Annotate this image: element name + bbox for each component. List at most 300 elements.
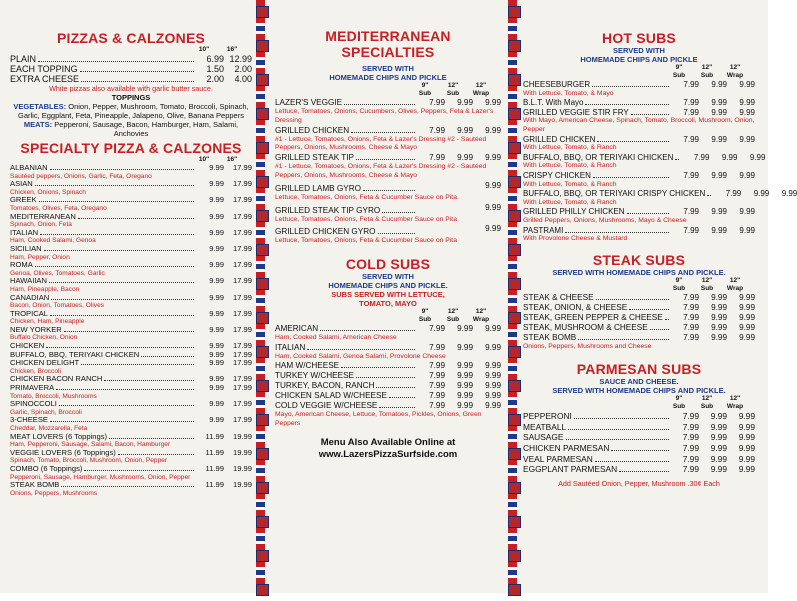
item-price: 9.99 [711,302,727,312]
item-price: 9.99 [457,391,473,401]
item-price: 9.99 [457,381,473,391]
item-prices [417,401,501,411]
size-9-label: Sub [672,72,686,79]
item-name: CHEESEBURGER [523,80,591,89]
toppings-title: TOPPINGS [111,93,151,102]
flag-icon [256,380,269,392]
size-9 [665,277,693,293]
dot-leader [566,439,670,440]
item-price: 9.99 [738,453,755,464]
meats-label: MEATS: [23,120,53,129]
item-name: HAM W/CHEESE [275,361,340,371]
item-price: 9.99 [738,421,755,432]
size-12w [467,308,495,324]
item-description: #1 - Lettuce, Tomatoes, Onions, Feta & Lazer's Dressing #2 - Sautéed Peppers, Onions, Mushrooms, Cheese & Mayo [275,135,487,152]
item-price: 17.99 [232,341,252,351]
dot-leader [629,309,669,310]
item-description: Buffalo Chicken, Onion [10,334,78,342]
med-title-1: MEDITERRANEAN [325,28,451,44]
item-price: 17.99 [232,308,252,318]
specialty-list [10,164,252,497]
item-price: 9.99 [209,324,224,334]
menu-item [10,229,252,238]
item-prices [713,189,797,199]
size-12: 12" Sub [446,82,460,97]
item-name: BUFFALO, BBQ, OR TERIYAKI CHICKEN [523,152,674,162]
steak-sub: SERVED WITH HOMEMADE CHIPS AND PICKLE. [552,267,726,277]
item-prices [671,293,755,303]
item-price [445,224,473,234]
item-name: CRISPY CHICKEN [523,170,591,180]
dot-leader [84,470,194,471]
item-price: 9.99 [457,401,473,411]
column-pizza [10,30,252,601]
item-name: GRILLED CHICKEN GYRO [275,227,376,237]
menu-item [523,80,755,90]
item-price: 17.99 [232,243,252,253]
item-description: Garlic, Spinach, Broccoli [10,408,82,416]
item-name: ASIAN [10,179,33,189]
item-name: LAZER'S VEGGIE [275,98,343,107]
item-price: 17.99 [232,260,252,270]
item-prices [671,207,755,217]
size-9-label: Sub [418,316,432,324]
item-name: GRILLED VEGGIE STIR FRY [523,107,629,117]
item-price: 9.99 [711,332,727,342]
size-12-label: Sub [700,403,714,411]
dot-leader [356,377,415,378]
menu-item [10,164,252,173]
dot-leader [595,461,669,462]
dot-leader [51,299,194,300]
item-name: HAWAIIAN [10,276,47,286]
item-price: 7.99 [683,207,699,217]
item-price: 9.99 [485,125,501,135]
item-price: 9.99 [711,312,727,322]
size-12w [721,395,749,411]
item-prices [417,381,501,391]
item-price: 9.99 [485,224,501,234]
item-description: Chicken, Onions, Spinach [10,188,86,196]
item-name: TROPICAL [10,308,48,318]
item-prices [417,181,501,191]
menu-item [275,324,501,334]
item-name: PLAIN [10,54,37,64]
item-price: 9.99 [739,322,755,332]
item-price: 9.99 [739,225,755,235]
dot-leader [64,331,194,332]
item-name: ITALIAN [10,227,39,237]
item-price: 9.99 [738,443,755,454]
item-price: 9.99 [209,211,224,221]
item-name: VEGGIE LOVERS (6 Toppings) [10,447,116,457]
flag-icon [508,74,521,86]
item-description: Onions, Peppers, Mushrooms [10,489,98,497]
size-12w-label: Wrap [472,316,490,324]
online-line-2[interactable]: www.LazersPizzaSurfside.com [318,448,458,460]
dot-leader [38,61,194,62]
flag-icon [256,40,269,52]
menu-item [275,224,501,237]
item-price: 9.99 [485,98,501,107]
menu-item [275,361,501,371]
item-price: 2.00 [234,64,252,74]
item-name: GRILLED CHICKEN [275,125,350,135]
item-price: 7.99 [682,411,699,422]
menu-item [523,152,766,163]
pizza-list [10,54,252,84]
item-prices [671,454,755,465]
dot-leader [35,266,194,267]
item-price: 17.99 [232,415,252,425]
menu-item [275,203,501,216]
item-prices [196,416,252,425]
menu-item [10,54,252,64]
flag-icon [256,176,269,188]
flag-icon [508,176,521,188]
size-9 [665,64,693,80]
item-price: 7.99 [682,464,699,475]
flag-icon [256,346,269,358]
item-price: 9.99 [721,152,738,162]
item-price: 17.99 [232,399,252,409]
item-price: 9.99 [457,371,473,381]
item-price: 17.99 [232,383,252,393]
med-sub-2: HOMEMADE CHIPS AND PICKLE [329,73,447,82]
dot-leader [320,330,415,331]
item-prices [196,54,252,64]
item-price [417,203,445,213]
item-prices [196,64,252,74]
item-price: 7.99 [725,189,742,199]
item-price: 9.99 [209,179,224,189]
item-name: 3-CHEESE [10,415,48,425]
item-description: With Lettuce, Tomato, & Mayo [523,89,614,97]
steak-desc: Onions, Peppers, Mushrooms and Cheese [523,342,652,350]
item-price: 9.99 [209,341,224,351]
flag-icon [256,210,269,222]
dot-leader [50,169,194,170]
dot-leader [379,407,415,408]
item-price: 9.99 [739,134,755,144]
item-prices [417,224,501,234]
item-price: 9.99 [209,276,224,286]
med-sub-1: SERVED WITH [362,64,414,73]
flag-icon [508,108,521,120]
size-9-label: Sub [672,284,686,292]
item-prices [196,277,252,286]
dot-leader [344,104,415,105]
item-name: VEAL PARMESAN [523,453,593,464]
item-price: 17.99 [232,163,252,172]
dot-leader [611,450,669,451]
item-prices [417,324,501,334]
item-name: ALBANIAN [10,163,48,172]
vegetables-line [10,102,252,120]
item-price: 9.99 [209,358,224,368]
cold-list [275,324,501,428]
item-price: 9.99 [739,170,755,180]
size-12-num: 12" [701,276,713,284]
dot-leader [61,486,194,487]
menu-item [523,189,797,199]
item-price: 7.99 [683,225,699,235]
item-prices [671,108,755,118]
item-name: SICILIAN [10,243,42,253]
item-price: 9.99 [738,432,755,443]
flag-icon [256,142,269,154]
item-description: With Lettuce, Tomato, & Ranch [523,162,617,170]
item-price: 7.99 [429,361,445,371]
item-description: Lettuce, Tomatoes, Onions, Cucumbers, Olives, Peppers, Feta & Lazer's Dressing [275,108,494,124]
flag-border-right [508,0,517,593]
size-12w-label: Wrap [726,72,744,79]
parm-sub-2: SERVED WITH HOMEMADE CHIPS AND PICKLE. [552,386,726,396]
menu-item [275,371,501,381]
parm-note: Add Sautéed Onion, Pepper, Mushroom .30¢ Each [558,478,720,488]
flag-icon [508,414,521,426]
item-prices [196,74,252,84]
item-price: 7.99 [429,153,445,163]
item-name: EGGPLANT PARMESAN [523,464,618,475]
item-name: GRILLED STEAK TIP GYRO [275,205,381,215]
item-name: SAUSAGE [523,432,564,443]
parm-list [523,411,755,475]
item-price: 7.99 [682,421,699,432]
item-price: 9.99 [711,170,727,180]
item-price: 9.99 [209,195,224,205]
item-name: COLD VEGGIE W/CHEESE [275,401,378,411]
size-12w [721,277,749,293]
flag-icon [256,278,269,290]
parm-title: PARMESAN SUBS [576,361,702,378]
item-prices [417,343,501,353]
parm-size-header [523,395,755,411]
item-name: B.L.T. With Mayo [523,98,584,108]
item-description: With Lettuce, Tomato, & Ranch [523,180,617,188]
item-description: Lettuce, Tomatoes, Onions, Feta & Cucumber Sauce on Pita [275,193,457,201]
item-prices [671,443,755,454]
size-9 [411,308,439,324]
pizzas-title: PIZZAS & CALZONES [56,30,206,46]
item-price: 7.99 [429,381,445,391]
dot-leader [675,159,679,160]
item-price: 9.99 [710,432,727,443]
item-price: 9.99 [457,342,473,352]
dot-leader [50,315,194,316]
size-12 [693,395,721,411]
menu-item [275,126,501,136]
item-price: 11.99 [205,463,224,473]
item-price: 7.99 [683,322,699,332]
menu-item [275,343,501,353]
item-name: ROMA [10,260,33,270]
dot-leader [35,185,194,186]
item-description: Sautéed peppers, Onions, Garlic, Feta, Oregano [10,172,152,180]
item-price: 9.99 [209,227,224,237]
dot-leader [351,132,415,133]
size-12w-num: 12" [475,308,487,316]
size-12 [693,64,721,80]
dot-leader [578,339,669,340]
item-prices [671,432,755,443]
dot-leader [627,213,669,214]
item-price: 9.99 [209,292,224,302]
item-name: CHICKEN SALAD W/CHEESE [275,391,387,401]
item-description: Ham, Pepperoni, Sausage, Salami, Bacon, Hamburger [10,441,171,449]
size-9-num: 9" [675,276,683,284]
flag-icon [508,448,521,460]
menu-item [10,384,252,393]
item-name: GRILLED PHILLY CHICKEN [523,207,625,217]
item-prices [196,449,252,458]
size-12w-num: 12" [729,276,741,284]
item-price: 1.50 [206,64,224,74]
item-name: MEAT LOVERS (6 Toppings) [10,431,108,441]
dot-leader [78,218,194,219]
dot-leader [619,471,669,472]
dot-leader [39,201,194,202]
item-price: 9.99 [485,361,501,371]
item-price: 7.99 [683,170,699,180]
item-price: 7.99 [429,125,445,135]
item-prices [196,229,252,238]
item-description: Ham, Cooked Salami, American Cheese [275,334,397,342]
item-price: 19.99 [232,463,252,473]
hot-title: HOT SUBS [602,30,676,46]
item-price: 9.99 [485,202,501,212]
menu-item [523,432,755,443]
size-12-num: 12" [701,395,713,403]
item-price: 7.99 [429,98,445,107]
flag-icon [508,516,521,528]
item-price: 9.99 [457,153,473,163]
menu-item [523,443,755,454]
item-price: 12.99 [229,54,252,64]
size-12w: 12" Wrap [472,82,490,97]
item-prices [671,226,755,236]
item-price: 17.99 [232,227,252,237]
med-size-header [275,82,501,98]
dot-leader [49,282,194,283]
item-price: 17.99 [232,211,252,221]
item-price: 17.99 [232,324,252,334]
item-name: STEAK BOMB [10,480,60,490]
dot-leader [592,86,669,87]
flag-icon [256,448,269,460]
flag-icon [508,550,521,562]
item-prices [417,126,501,136]
item-prices [417,361,501,371]
item-price: 9.99 [457,98,473,107]
menu-item [10,74,252,84]
item-price: 7.99 [429,342,445,352]
item-description: With Mayo, American Cheese, Spinach, Tomato, Broccoli, Mushroom, Onion, Pepper [523,117,755,133]
item-name: CHICKEN DELIGHT [10,358,80,368]
cold-sub-3: SUBS SERVED WITH LETTUCE, TOMATO, MAYO [331,290,445,309]
menu-item [10,294,252,303]
item-name: CHICKEN [10,341,45,351]
steak-title: STEAK SUBS [592,251,686,268]
item-prices [671,98,755,108]
menu-item [275,153,501,163]
item-name: EXTRA CHEESE [10,74,80,84]
item-price: 19.99 [232,447,252,457]
dot-leader [80,71,194,72]
item-name: EACH TOPPING [10,64,78,74]
flag-border-left [256,0,265,593]
item-name: ITALIAN [275,342,306,352]
item-name: SPINOCCOLI [10,399,57,409]
menu-item [275,181,501,194]
menu-item [523,303,755,313]
dot-leader [565,232,669,233]
menu-item [10,64,252,74]
dot-leader [574,418,669,419]
item-description: With Lettuce, Tomato, & Ranch [523,198,617,206]
item-prices [196,164,252,173]
item-name: STEAK, ONION, & CHEESE [523,302,628,312]
item-price: 9.99 [739,332,755,342]
item-price: 9.99 [485,371,501,381]
item-description: Genoa, Olives, Tomatoes, Garlic [10,269,105,277]
item-description: With Lettuce, Tomato, & Ranch [523,144,617,152]
column-mediterranean [275,28,501,599]
item-price [445,203,473,213]
size-16: 16" [226,46,238,53]
menu-item [523,411,755,422]
dot-leader [81,364,194,365]
item-price [417,181,445,191]
item-price: 9.99 [711,134,727,144]
item-price: 9.99 [209,260,224,270]
item-prices [417,203,501,213]
item-price: 9.99 [781,189,797,199]
item-name: MEDITERRANEAN [10,211,76,221]
item-prices [196,465,252,474]
hot-list [523,80,797,244]
item-name: GRILLED STEAK TIP [275,153,355,163]
menu-item [10,213,252,222]
item-prices [196,481,252,490]
specialty-title: SPECIALTY PIZZA & CALZONES [20,140,242,156]
item-price: 11.99 [205,447,224,457]
menu-item [10,277,252,286]
flag-icon [256,482,269,494]
item-prices [671,422,755,433]
item-price: 7.99 [683,302,699,312]
dot-leader [363,190,415,191]
item-price: 7.99 [682,443,699,454]
item-name: CHICKEN PARMESAN [523,443,610,454]
cold-sub-1: SERVED WITH [362,272,414,282]
size-9-num: 9" [421,308,429,316]
item-price: 9.99 [485,180,501,190]
menu-item [10,261,252,270]
dot-leader [81,81,194,82]
dot-leader [585,104,669,105]
item-price: 17.99 [232,195,252,205]
item-prices [671,313,755,323]
item-price: 9.99 [739,107,755,117]
item-price: 2.00 [206,74,224,84]
item-price: 9.99 [711,292,727,302]
item-price: 7.99 [429,391,445,401]
item-price: 9.99 [209,399,224,409]
dot-leader [56,389,194,390]
item-price: 17.99 [232,292,252,302]
item-price: 9.99 [710,464,727,475]
